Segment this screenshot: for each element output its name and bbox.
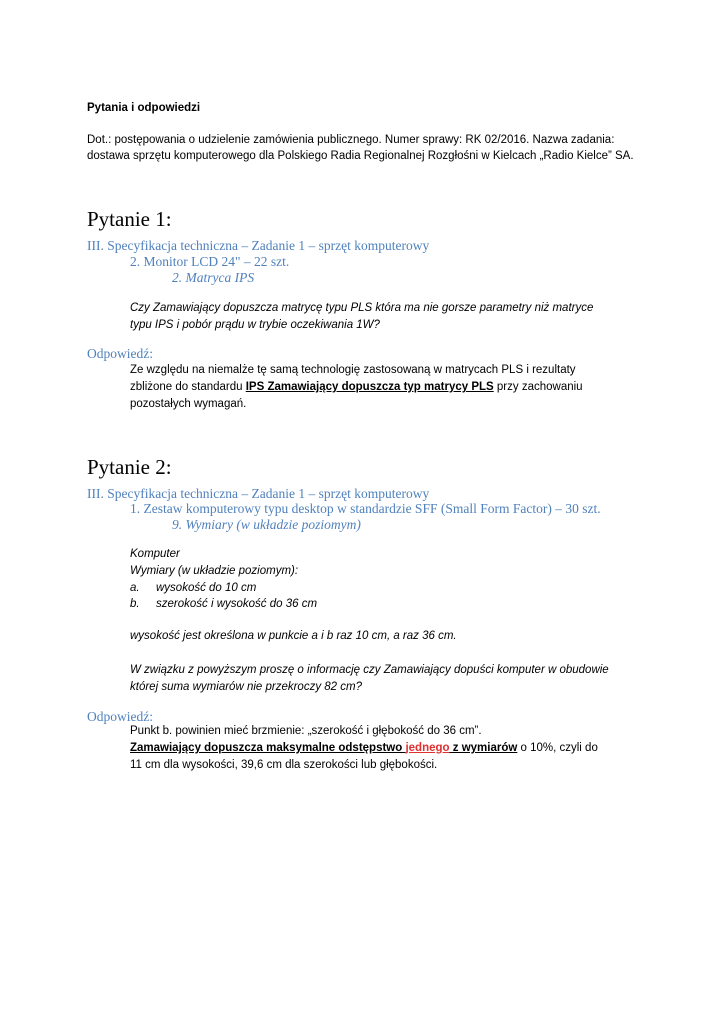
- q2-answer-line-1: Punkt b. powinien mieć brzmienie: „szerokość i głębokość do 36 cm”.: [130, 725, 482, 737]
- doc-title: Pytania i odpowiedzi: [87, 102, 201, 114]
- q1-answer-text-post: przy zachowaniu: [493, 381, 583, 393]
- q1-question-line-1: Czy Zamawiający dopuszcza matrycę typu PLS która ma nie gorsze parametry niż matryce: [130, 302, 594, 314]
- q2-question-line-1: W związku z powyższym proszę o informację czy Zamawiający dopuści komputer w obudowie: [130, 664, 609, 676]
- q2-body-line-1: Komputer: [130, 548, 180, 560]
- q1-answer-line-3: pozostałych wymagań.: [130, 398, 247, 410]
- q2-spec-reference: III. Specyfikacja techniczna – Zadanie 1 – sprzęt komputerowy: [87, 486, 430, 501]
- q2-answer-label: Odpowiedź:: [87, 709, 153, 724]
- q2-item-reference: 1. Zestaw komputerowy typu desktop w standardzie SFF (Small Form Factor) – 30 szt.: [130, 501, 601, 516]
- question-1-heading: Pytanie 1:: [87, 207, 172, 231]
- question-2-heading: Pytanie 2:: [87, 455, 172, 479]
- q2-list-item-a: [130, 582, 256, 594]
- q2-note: wysokość jest określona w punkcie a i b raz 10 cm, a raz 36 cm.: [130, 630, 457, 642]
- q2-item-a-label: a.: [130, 582, 140, 594]
- q2-answer-line-2: [130, 742, 598, 754]
- q1-spec-reference: III. Specyfikacja techniczna – Zadanie 1 – sprzęt komputerowy: [87, 238, 430, 253]
- q1-answer-text: zbliżone do standardu: [130, 381, 246, 393]
- q1-question-line-2: typu IPS i pobór prądu w trybie oczekiwania 1W?: [130, 319, 380, 331]
- q2-item-b-text: szerokość i wysokość do 36 cm: [156, 598, 318, 610]
- q2-answer-line-3: 11 cm dla wysokości, 39,6 cm dla szerokości lub głębokości.: [130, 759, 438, 771]
- q2-answer-text-post: o 10%, czyli do: [517, 742, 598, 754]
- q2-item-b-label: b.: [130, 598, 140, 610]
- q2-answer-highlight: jednego: [405, 742, 450, 754]
- q2-item-a-text: wysokość do 10 cm: [156, 582, 257, 594]
- q1-answer-decision: IPS Zamawiający dopuszcza typ matrycy PLS: [245, 381, 494, 393]
- q2-body-line-2: Wymiary (w układzie poziomym):: [130, 565, 299, 577]
- intro-line-2: dostawa sprzętu komputerowego dla Polskiego Radia Regionalnej Rozgłośni w Kielcach „Radio Kielce” SA.: [87, 150, 634, 162]
- q2-question-line-2: której suma wymiarów nie przekroczy 82 cm?: [130, 681, 362, 693]
- intro-line-1: Dot.: postępowania o udzielenie zamówienia publicznego. Numer sprawy: RK 02/2016. Nazwa zadania:: [87, 134, 615, 146]
- q2-subitem-reference: 9. Wymiary (w układzie poziomym): [172, 517, 361, 532]
- q1-item-reference: 2. Monitor LCD 24" – 22 szt.: [130, 254, 290, 269]
- q2-list-item-b: [130, 598, 317, 610]
- q1-answer-line-1: Ze względu na niemalże tę samą technologię zastosowaną w matrycach PLS i rezultaty: [130, 364, 576, 376]
- q2-answer-decision: Zamawiający dopuszcza maksymalne odstępstwo: [130, 742, 406, 754]
- q2-answer-decision-end: z wymiarów: [449, 742, 518, 754]
- q1-answer-line-2: [130, 381, 583, 393]
- q1-answer-label: Odpowiedź:: [87, 346, 153, 361]
- q1-subitem-reference: 2. Matryca IPS: [172, 270, 255, 285]
